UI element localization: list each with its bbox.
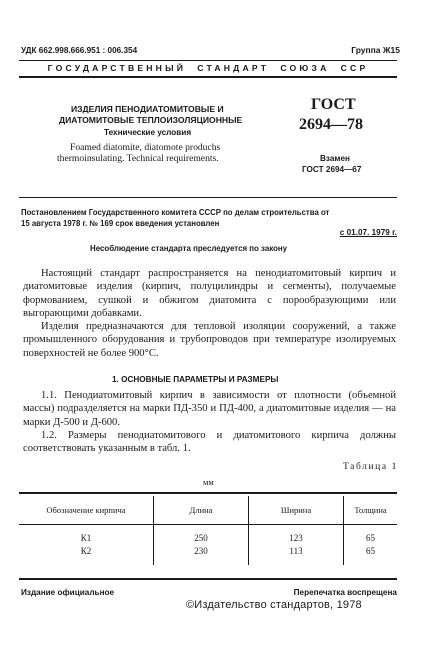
gost-number: 2694—78 <box>299 116 363 133</box>
decree-line-2: 15 августа 1978 г. № 169 срок введения установлен <box>21 219 220 228</box>
dimensions-table <box>19 496 397 565</box>
footer-rule <box>19 578 397 580</box>
standard-title-line-2: ДИАТОМИТОВЫЕ ТЕПЛОИЗОЛЯЦИОННЫЕ <box>59 115 243 125</box>
table-rule-top <box>19 492 397 494</box>
table-cell: 250 <box>154 525 249 545</box>
english-title-line-1: Foamed diatomite, diatomote produchs <box>70 142 221 153</box>
effective-date: с 01.07. 1979 г. <box>339 228 397 237</box>
section-heading: 1. ОСНОВНЫЕ ПАРАМЕТРЫ И РАЗМЕРЫ <box>112 375 279 384</box>
table-cell: 65 <box>344 544 398 565</box>
table-header-designation: Обозначение кирпича <box>19 496 154 525</box>
header-rule-bottom <box>19 76 397 78</box>
table-cell: К1 <box>80 532 92 543</box>
table-units: мм <box>203 477 214 487</box>
replaces-value: ГОСТ 2694—67 <box>302 165 362 174</box>
table-cell: К2 <box>80 545 92 556</box>
standard-banner: ГОСУДАРСТВЕННЫЙ СТАНДАРТ СОЮЗА ССР <box>47 63 369 73</box>
intro-paragraph: Настоящий стандарт распространяется на пенодиатомитовый кирпич и диатомитовые изделия (кирпич, полуцилиндры и сегменты), получаемые формованием, сушкой и обжигом диатомита с порообразующими или выгорающими добавками. <box>23 268 396 320</box>
table-header-length: Длина <box>154 496 249 525</box>
clause-1-1: 1.1. Пенодиатомитовый кирпич в зависимости от плотности (объемной массы) подразделяется на марки ПД-350 и ПД-400, а диатомитовые изделия — на марки Д-500 и Д-600. <box>23 390 396 428</box>
gost-label: ГОСТ <box>311 96 356 113</box>
table-cell: 65 <box>344 525 398 545</box>
udk-code: УДК 662.998.666.951 : 006.354 <box>21 46 138 55</box>
header-rule-top <box>19 60 397 61</box>
official-edition: Издание официальное <box>21 588 115 597</box>
english-title-line-2: thermoinsulating. Technical requirements. <box>57 153 219 164</box>
table-caption: Таблица 1 <box>342 462 398 472</box>
decree-line-1: Постановлением Государственного комитета СССР по делам строительства от <box>21 208 330 217</box>
table-cell: 230 <box>154 544 249 565</box>
purpose-paragraph: Изделия предназначаются для тепловой изоляции сооружений, а также промышленного оборудования и трубопроводов при температуре изолируемых поверхностей не более 900°С. <box>23 321 396 359</box>
table-row <box>19 525 397 545</box>
table-header-thickness: Толщина <box>344 496 398 525</box>
publisher-copyright: ©Издательство стандартов, 1978 <box>186 599 362 611</box>
table-cell: 123 <box>249 525 344 545</box>
replaces-label: Взамен <box>320 154 350 163</box>
standard-subtitle: Технические условия <box>104 128 192 137</box>
clause-1-2: 1.2. Размеры пенодиатомитового и диатомитового кирпича должны соответствовать указанным в табл. 1. <box>23 430 396 455</box>
title-rule <box>19 197 397 198</box>
table-header-row <box>19 496 397 525</box>
standard-title-line-1: ИЗДЕЛИЯ ПЕНОДИАТОМИТОВЫЕ И <box>71 104 224 114</box>
table-header-width: Ширина <box>249 496 344 525</box>
legal-notice: Несоблюдение стандарта преследуется по закону <box>90 244 288 253</box>
reprint-notice: Перепечатка воспрещена <box>293 588 397 597</box>
group-code: Группа Ж15 <box>351 45 400 55</box>
table-row <box>19 544 397 565</box>
table-cell: 113 <box>249 544 344 565</box>
